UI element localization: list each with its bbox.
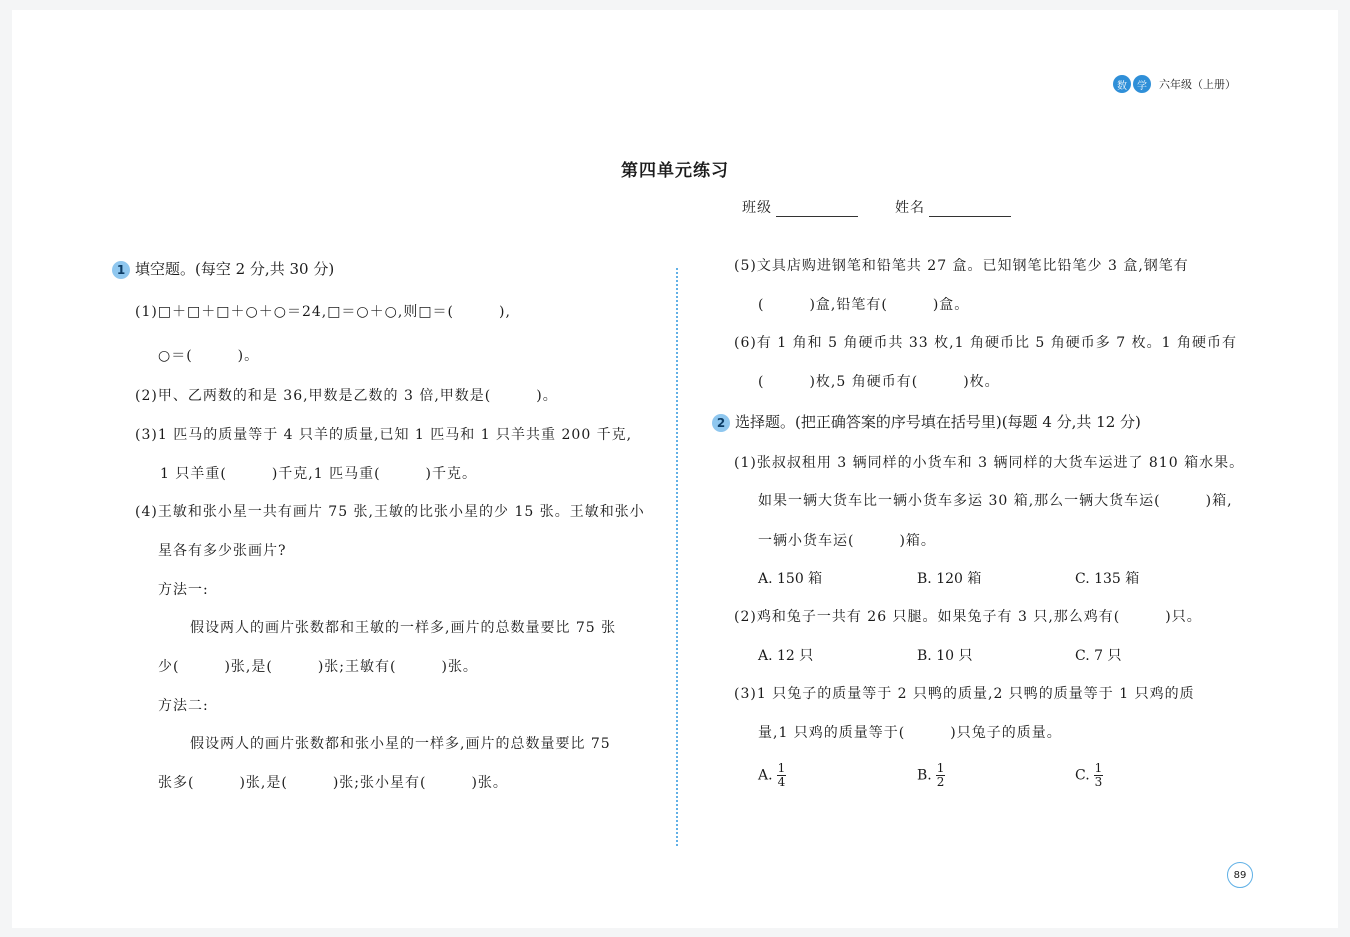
question-1-6-line-2: ( )枚,5 角硬币有( )枚。 <box>758 374 1000 390</box>
question-2-1-line-2: 如果一辆大货车比一辆小货车多运 30 箱,那么一辆大货车运( )箱, <box>758 493 1233 509</box>
grade-label: 六年级（上册） <box>1159 78 1236 91</box>
method-1-line-1: 假设两人的画片张数都和王敏的一样多,画片的总数量要比 75 张 <box>190 620 617 636</box>
method-1-label: 方法一: <box>158 582 209 598</box>
subject-header <box>1113 75 1236 93</box>
method-2-line-2: 张多( )张,是( )张;张小星有( )张。 <box>158 775 508 791</box>
option-2-3-a: A. $\frac{1}{4}$ <box>758 761 786 789</box>
section-1-badge: 1 <box>112 261 130 279</box>
question-2-3-line-1: (3)1 只兔子的质量等于 2 只鸭的质量,2 只鸭的质量等于 1 只鸡的质 <box>734 686 1195 702</box>
option-2-1-b: B. 120 箱 <box>917 571 982 587</box>
question-1-3-line-2: 1 只羊重( )千克,1 匹马重( )千克。 <box>160 466 478 482</box>
class-blank-line <box>776 202 858 217</box>
section-2-title: 选择题。(把正确答案的序号填在括号里)(每题 4 分,共 12 分) <box>735 413 1141 431</box>
question-1-3-line-1: (3)1 匹马的质量等于 4 只羊的质量,已知 1 匹马和 1 只羊共重 200 千克, <box>135 427 633 443</box>
subject-char-1: 数 <box>1113 75 1131 93</box>
fraction: $\frac{1}{2}$ <box>936 761 945 789</box>
option-2-3-b: B. $\frac{1}{2}$ <box>917 761 945 789</box>
question-1-1-line-2: ○＝( )。 <box>158 348 260 364</box>
section-2-heading <box>712 411 1141 432</box>
name-blank-line <box>929 202 1011 217</box>
class-label: 班级 <box>742 200 772 216</box>
column-divider <box>676 268 678 846</box>
method-2-label: 方法二: <box>158 698 209 714</box>
option-2-2-c: C. 7 只 <box>1075 648 1122 664</box>
method-1-line-2: 少( )张,是( )张;王敏有( )张。 <box>158 659 478 675</box>
option-2-1-a: A. 150 箱 <box>758 571 823 587</box>
question-1-4-line-1: (4)王敏和张小星一共有画片 75 张,王敏的比张小星的少 15 张。王敏和张小 <box>135 504 645 520</box>
option-2-2-a: A. 12 只 <box>758 648 814 664</box>
fraction: $\frac{1}{4}$ <box>777 761 786 789</box>
question-1-4-line-2: 星各有多少张画片? <box>158 543 287 559</box>
method-2-line-1: 假设两人的画片张数都和张小星的一样多,画片的总数量要比 75 <box>190 736 611 752</box>
class-field <box>742 197 858 217</box>
page-title: 第四单元练习 <box>621 161 729 181</box>
section-1-title: 填空题。(每空 2 分,共 30 分) <box>135 260 335 278</box>
question-2-1-line-3: 一辆小货车运( )箱。 <box>758 533 936 549</box>
question-2-3-line-2: 量,1 只鸡的质量等于( )只兔子的质量。 <box>758 725 1062 741</box>
name-field <box>895 197 1011 217</box>
question-1-1-line-1: (1)□＋□＋□＋○＋○＝24,□＝○＋○,则□＝( ), <box>135 304 511 320</box>
option-2-1-c: C. 135 箱 <box>1075 571 1140 587</box>
page-number: 89 <box>1227 862 1253 888</box>
section-2-badge: 2 <box>712 414 730 432</box>
question-1-5-line-1: (5)文具店购进钢笔和铅笔共 27 盒。已知钢笔比铅笔少 3 盒,钢笔有 <box>734 258 1189 274</box>
fraction: $\frac{1}{3}$ <box>1094 761 1103 789</box>
name-label: 姓名 <box>895 200 925 216</box>
question-2-1-line-1: (1)张叔叔租用 3 辆同样的小货车和 3 辆同样的大货车运进了 810 箱水果。 <box>734 455 1245 471</box>
question-2-2: (2)鸡和兔子一共有 26 只腿。如果兔子有 3 只,那么鸡有( )只。 <box>734 609 1202 625</box>
question-1-2: (2)甲、乙两数的和是 36,甲数是乙数的 3 倍,甲数是( )。 <box>135 388 558 404</box>
option-2-2-b: B. 10 只 <box>917 648 973 664</box>
subject-char-2: 学 <box>1133 75 1151 93</box>
section-1-heading <box>112 258 334 279</box>
question-1-5-line-2: ( )盒,铅笔有( )盒。 <box>758 297 970 313</box>
option-2-3-c: C. $\frac{1}{3}$ <box>1075 761 1103 789</box>
question-1-6-line-1: (6)有 1 角和 5 角硬币共 33 枚,1 角硬币比 5 角硬币多 7 枚。1 角硬币有 <box>734 335 1237 351</box>
